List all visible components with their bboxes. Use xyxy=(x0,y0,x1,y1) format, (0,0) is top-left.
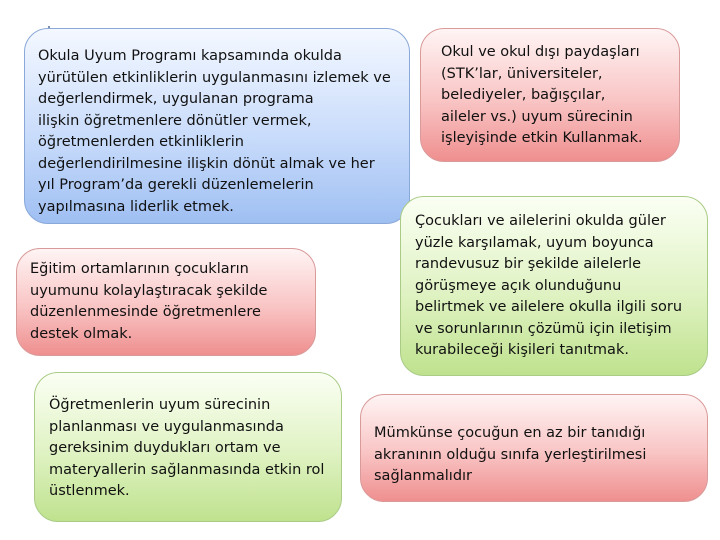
text-box-family-welcome-text: Çocukları ve ailelerini okulda güler yüzle karşılamak, uyum boyunca randevusuz bir şekilde ailelerle görüşmeye açık olunduğunu belirtmek ve ailelere okulla ilgili soru ve sorunlarının çözümü için iletişim kurabileceği kişileri tanıtmak. xyxy=(415,213,683,358)
text-box-stakeholders-text: Okul ve okul dışı paydaşları (STK’lar, üniversiteler, belediyeler, bağışçılar, aileler vs.) uyum sürecinin işleyişinde etkin Kullanmak. xyxy=(441,44,643,146)
text-box-program-monitoring-text: Okula Uyum Programı kapsamında okulda yürütülen etkinliklerin uygulanmasını izlemek ve değerlendirmek, uygulanan programa ilişkin öğretmenlere dönütler vermek, öğretmenlerden etkinliklerin değerlendirilmesine ilişkin dönüt almak ve her yıl Program’da gerekli düzenlemelerin yapılmasına liderlik etmek. xyxy=(38,48,391,215)
text-box-classroom-placement-text: Mümkünse çocuğun en az bir tanıdığı akranının olduğu sınıfa yerleştirilmesi sağlanmalıdır xyxy=(374,425,647,484)
text-box-classroom-placement xyxy=(360,394,708,502)
text-box-family-welcome xyxy=(400,196,708,376)
text-box-stakeholders xyxy=(420,28,680,162)
text-box-program-monitoring xyxy=(24,28,410,224)
text-box-materials-text: Öğretmenlerin uyum sürecinin planlanması ve uygulanmasında gereksinim duydukları ortam ve materyallerin sağlanmasında etkin rol üstlenmek. xyxy=(49,397,325,499)
text-box-teacher-support-text: Eğitim ortamlarının çocukların uyumunu kolaylaştıracak şekilde düzenlenmesinde öğretmenlere destek olmak. xyxy=(30,261,268,342)
text-box-materials xyxy=(34,372,342,522)
text-box-teacher-support xyxy=(16,248,316,356)
